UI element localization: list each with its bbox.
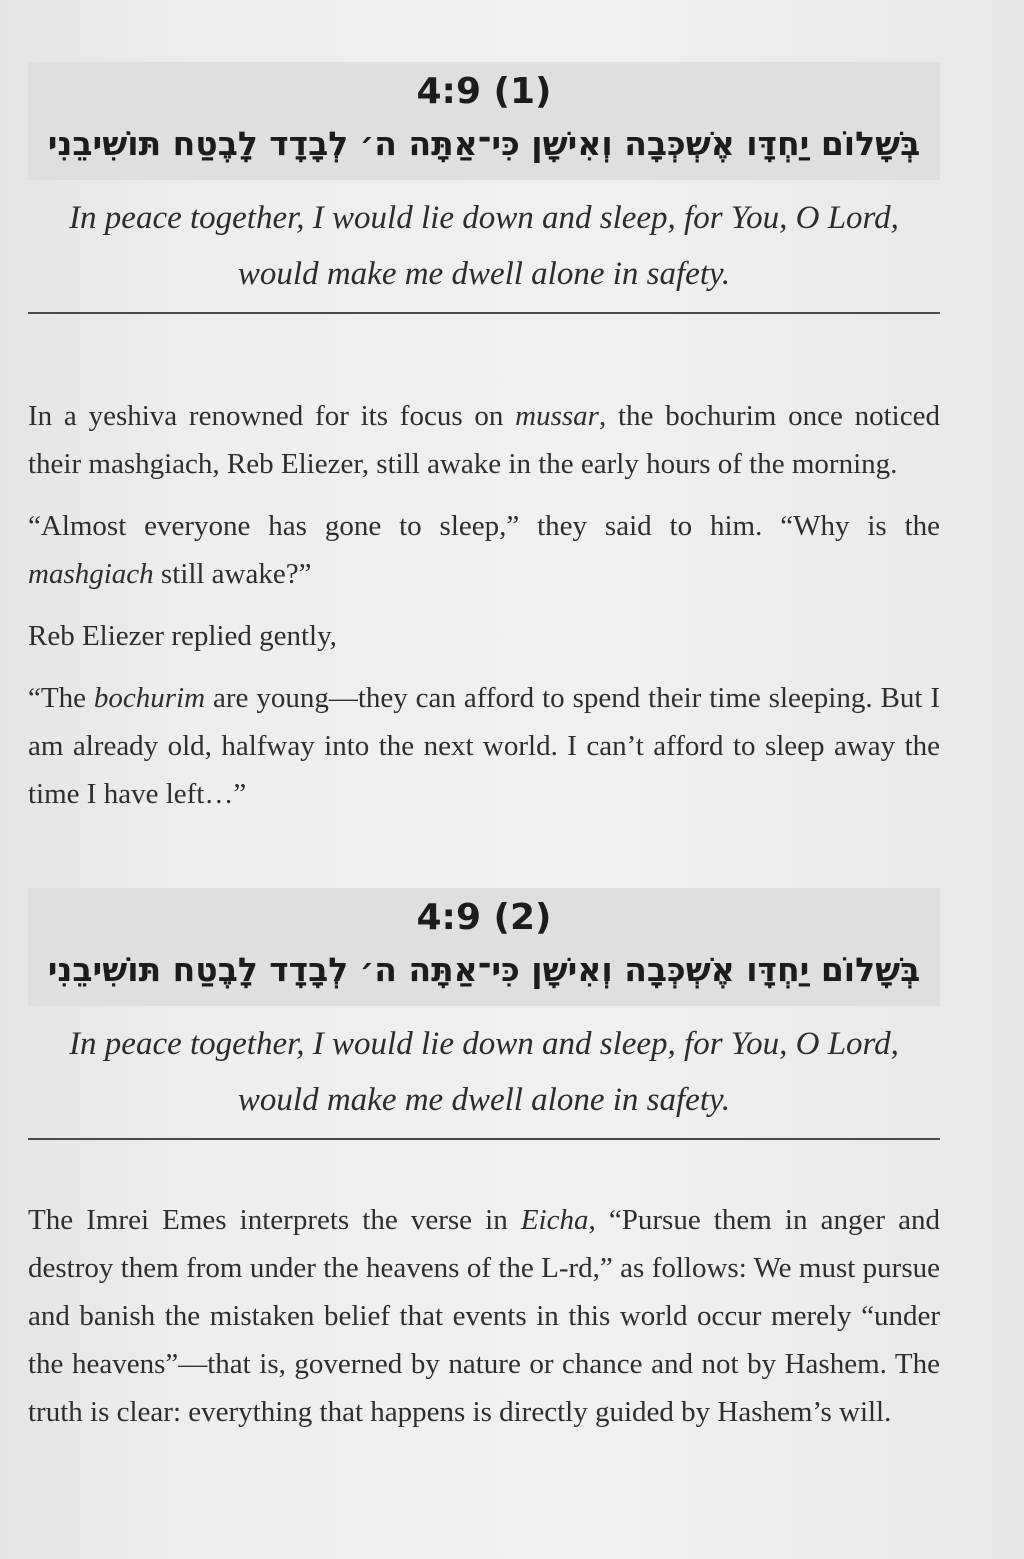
- section-1: [28, 62, 940, 314]
- hebrew-verse: בְּשָׁלוֹם יַחְדָּו אֶשְׁכְּבָה וְאִישָׁן כִּי־אַתָּה ה׳ לְבָדָד לָבֶטַח תּוֹשִׁיבֵנִי: [47, 124, 921, 163]
- text-run: , the bochurim once noticed their mashgiach, Reb Eliezer, still awake in the early hours of the morning.: [28, 400, 940, 480]
- verse-translation: [28, 1006, 940, 1128]
- divider-rule: [28, 1138, 940, 1140]
- divider-rule: [28, 312, 940, 314]
- paragraph: [28, 502, 940, 598]
- hebrew-verse: בְּשָׁלוֹם יַחְדָּו אֶשְׁכְּבָה וְאִישָׁן כִּי־אַתָּה ה׳ לְבָדָד לָבֶטַח תּוֹשִׁיבֵנִי: [47, 950, 921, 989]
- verse-reference: 4:9 (2): [416, 897, 552, 938]
- commentary-text: [28, 1196, 940, 1450]
- verse-header-1: [28, 62, 940, 180]
- text-run: are young—they can afford to spend their time sleeping. But I am already old, halfway into the next world. I can’t afford to sleep away the time I have left…”: [28, 682, 940, 810]
- translation-line-1: In peace together, I would lie down and sleep, for You, O Lord,: [69, 200, 899, 236]
- paragraph: [28, 1196, 940, 1436]
- italic-term: bochurim: [93, 682, 206, 714]
- italic-term: mussar: [515, 400, 599, 432]
- story-text: [28, 392, 940, 832]
- text-run: “The: [28, 682, 94, 714]
- paragraph: [28, 674, 940, 818]
- text-run: still awake?”: [153, 558, 312, 590]
- verse-reference: 4:9 (1): [416, 71, 552, 112]
- translation-line-2: would make me dwell alone in safety.: [237, 1082, 731, 1118]
- text-run: “Almost everyone has gone to sleep,” they said to him. “Why is the: [28, 510, 940, 542]
- translation-line-1: In peace together, I would lie down and sleep, for You, O Lord,: [69, 1026, 899, 1062]
- text-run: The Imrei Emes interprets the verse in: [28, 1204, 521, 1236]
- paragraph: [28, 392, 940, 488]
- translation-line-2: would make me dwell alone in safety.: [237, 256, 731, 292]
- verse-header-2: [28, 888, 940, 1006]
- italic-term: Eicha: [520, 1204, 589, 1236]
- italic-term: mashgiach: [28, 558, 154, 590]
- text-run: In a yeshiva renowned for its focus on: [28, 400, 516, 432]
- verse-translation: [28, 180, 940, 302]
- section-2: [28, 888, 940, 1140]
- text-run: , “Pursue them in anger and destroy them from under the heavens of the L-rd,” as follows: We must pursue and banish the mistaken belief that events in this world occur merely “under the heavens”—that is, governed by nature or chance and not by Hashem. The truth is clear: everything that happens is directly guided by Hashem’s will.: [28, 1204, 940, 1428]
- paragraph: Reb Eliezer replied gently,: [28, 620, 337, 652]
